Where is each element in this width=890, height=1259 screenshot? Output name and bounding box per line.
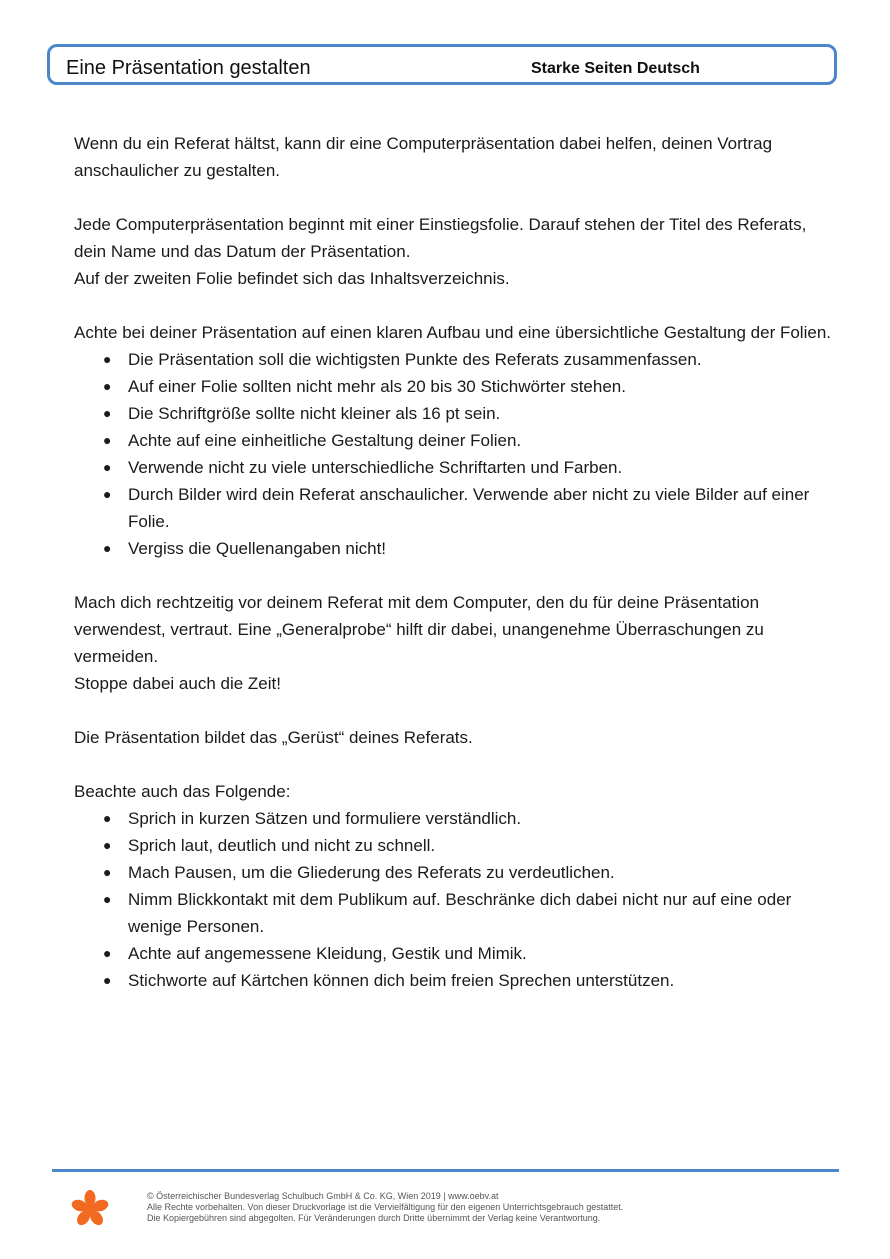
footer-rights: Alle Rechte vorbehalten. Von dieser Druckvorlage ist die Vervielfältigung für den eigenen Unterrichtsgebrauch gestattet. [147,1202,624,1212]
list-item [74,859,834,886]
rehearsal-paragraph: Mach dich rechtzeitig vor deinem Referat mit dem Computer, den du für deine Präsentation verwendest, vertraut. Eine „Generalprobe“ hilft dir dabei, unangenehme Überraschungen zu vermeiden. [74,593,764,666]
list-item-text: Sprich in kurzen Sätzen und formuliere verständlich. [128,809,522,828]
list-item-text: Stichworte auf Kärtchen können dich beim freien Sprechen unterstützen. [128,971,675,990]
second-slide-paragraph: Auf der zweiten Folie befindet sich das Inhaltsverzeichnis. [74,269,510,288]
bullet-icon: ● [103,405,112,421]
bullet-icon: ● [103,459,112,475]
worksheet-content [74,130,834,1021]
bullet-icon: ● [103,432,112,448]
list-item [74,886,834,940]
list-item-text: Achte auf angemessene Kleidung, Gestik und Mimik. [128,944,527,963]
delivery-tips-list [74,805,834,994]
list-item [74,940,834,967]
list-item-text: Die Schriftgröße sollte nicht kleiner als 16 pt sein. [128,404,501,423]
header-box [47,44,837,85]
list-item [74,454,834,481]
page-title: Eine Präsentation gestalten [66,57,311,79]
list-item [74,373,834,400]
bullet-icon: ● [103,351,112,367]
list-item [74,967,834,994]
list-item-text: Durch Bilder wird dein Referat anschaulicher. Verwende aber nicht zu viele Bilder auf einer Folie. [128,485,810,531]
bullet-icon: ● [103,864,112,880]
oebv-logo-icon [70,1189,110,1229]
bullet-icon: ● [103,837,112,853]
bullet-icon: ● [103,486,112,502]
bullet-icon: ● [103,540,112,556]
list-item-text: Vergiss die Quellenangaben nicht! [128,539,387,558]
list-item [74,535,834,562]
delivery-intro-paragraph: Beachte auch das Folgende: [74,782,291,801]
structure-intro-paragraph: Achte bei deiner Präsentation auf einen klaren Aufbau und eine übersichtliche Gestaltung der Folien. [74,323,831,342]
list-item-text: Nimm Blickkontakt mit dem Publikum auf. Beschränke dich dabei nicht nur auf eine oder wenige Personen. [128,890,792,936]
first-slide-paragraph: Jede Computerpräsentation beginnt mit einer Einstiegsfolie. Darauf stehen der Titel des Referats, dein Name und das Datum der Präsentation. [74,215,807,261]
footer-text [147,1191,623,1224]
footer-divider [52,1169,839,1172]
bullet-icon: ● [103,891,112,907]
list-item [74,805,834,832]
series-title: Starke Seiten Deutsch [531,60,700,77]
framework-paragraph: Die Präsentation bildet das „Gerüst“ deines Referats. [74,728,473,747]
footer-copyright: © Österreichischer Bundesverlag Schulbuch GmbH & Co. KG, Wien 2019 | www.oebv.at [147,1191,499,1201]
intro-paragraph: Wenn du ein Referat hältst, kann dir eine Computerpräsentation dabei helfen, deinen Vortrag anschaulicher zu gestalten. [74,134,773,180]
list-item-text: Mach Pausen, um die Gliederung des Referats zu verdeutlichen. [128,863,615,882]
list-item [74,400,834,427]
list-item [74,346,834,373]
list-item [74,481,834,535]
list-item-text: Sprich laut, deutlich und nicht zu schnell. [128,836,436,855]
list-item-text: Die Präsentation soll die wichtigsten Punkte des Referats zusammenfassen. [128,350,702,369]
list-item-text: Achte auf eine einheitliche Gestaltung deiner Folien. [128,431,522,450]
bullet-icon: ● [103,810,112,826]
list-item-text: Auf einer Folie sollten nicht mehr als 20 bis 30 Stichwörter stehen. [128,377,626,396]
list-item-text: Verwende nicht zu viele unterschiedliche Schriftarten und Farben. [128,458,623,477]
structure-tips-list [74,346,834,562]
footer-fees: Die Kopiergebühren sind abgegolten. Für Veränderungen durch Dritte übernimmt der Verlag keine Verantwortung. [147,1213,601,1223]
list-item [74,427,834,454]
bullet-icon: ● [103,945,112,961]
bullet-icon: ● [103,972,112,988]
time-paragraph: Stoppe dabei auch die Zeit! [74,674,281,693]
list-item [74,832,834,859]
bullet-icon: ● [103,378,112,394]
